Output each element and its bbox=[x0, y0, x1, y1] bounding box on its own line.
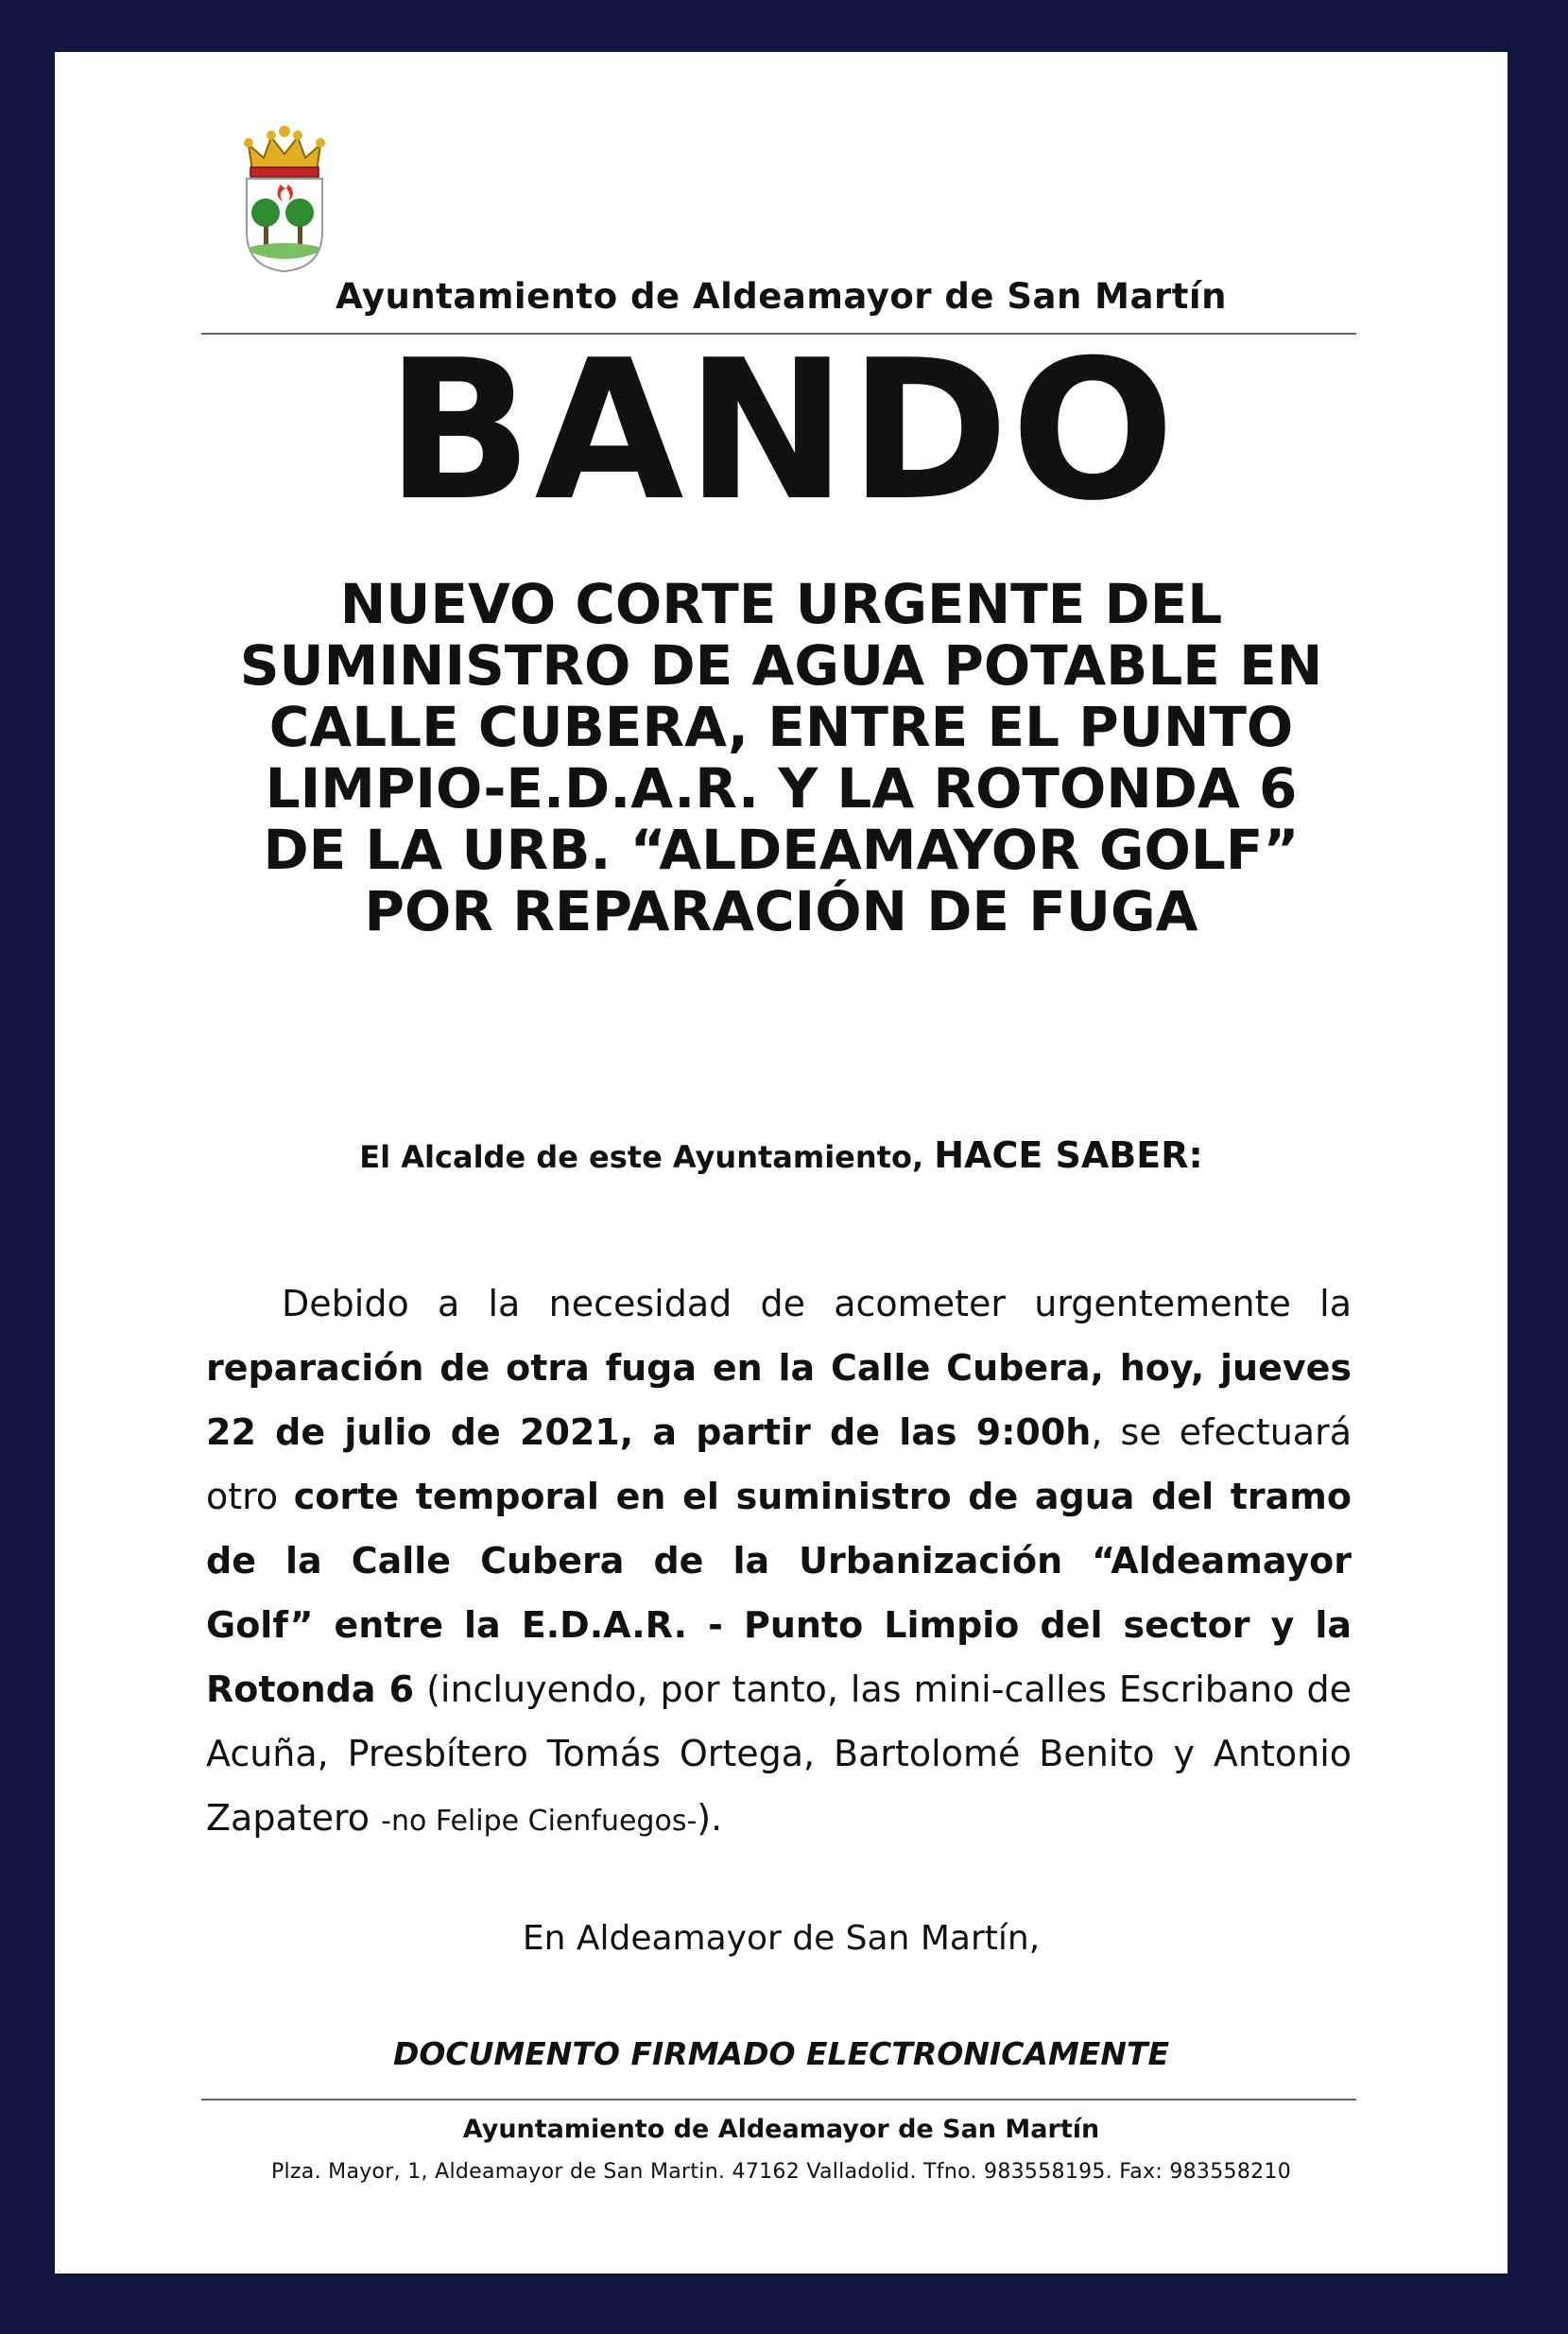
body-part-1: Debido a la necesidad de acometer urgentemente la bbox=[282, 1283, 1352, 1324]
document-title: BANDO bbox=[386, 320, 1177, 544]
body-part-2: , se efectuará otro bbox=[206, 1411, 1352, 1517]
intro-text: El Alcalde de este Ayuntamiento, bbox=[359, 1139, 935, 1175]
body-small-note: -no Felipe Cienfuegos- bbox=[381, 1805, 698, 1838]
intro-emphasis: HACE SABER: bbox=[934, 1134, 1203, 1176]
coat-of-arms-icon bbox=[239, 126, 330, 273]
footer-divider bbox=[201, 2099, 1356, 2101]
body-bold-1: reparación de otra fuga en la Calle Cubera, hoy, jueves 22 de julio de 2021, a partir de las 9:00h bbox=[206, 1347, 1352, 1453]
organization-header: Ayuntamiento de Aldeamayor de San Martín bbox=[336, 276, 1227, 317]
signature-line: DOCUMENTO FIRMADO ELECTRONICAMENTE bbox=[392, 2035, 1170, 2072]
body-bold-2: corte temporal en el suministro de agua del tramo de la Calle Cubera de la Urbanización “Aldeamayor Golf” entre la E.D.A.R. - Punto Limpio del sector y la Rotonda 6 bbox=[206, 1476, 1353, 1710]
body-part-4: ). bbox=[697, 1797, 723, 1839]
intro-line bbox=[55, 1134, 1508, 1176]
notice-body bbox=[206, 1271, 1352, 1854]
document-sheet bbox=[55, 52, 1508, 2273]
footer-address: Plza. Mayor, 1, Aldeamayor de San Martin. 47162 Valladolid. Tfno. 983558195. Fax: 983558210 bbox=[270, 2160, 1292, 2184]
footer-organization: Ayuntamiento de Aldeamayor de San Martín bbox=[462, 2115, 1100, 2144]
place-line: En Aldeamayor de San Martín, bbox=[522, 1919, 1041, 1958]
body-part-3: (incluyendo, por tanto, las mini-calles Escribano de Acuña, Presbítero Tomás Ortega, Bartolomé Benito y Antonio Zapatero bbox=[206, 1668, 1352, 1839]
notice-headline: NUEVO CORTE URGENTE DEL SUMINISTRO DE AGUA POTABLE EN CALLE CUBERA, ENTRE EL PUNTO LIMPIO-E.D.A.R. Y LA ROTONDA 6 DE LA URB. “ALDEAMAYOR GOLF” POR REPARACIÓN DE FUGA bbox=[239, 572, 1323, 943]
